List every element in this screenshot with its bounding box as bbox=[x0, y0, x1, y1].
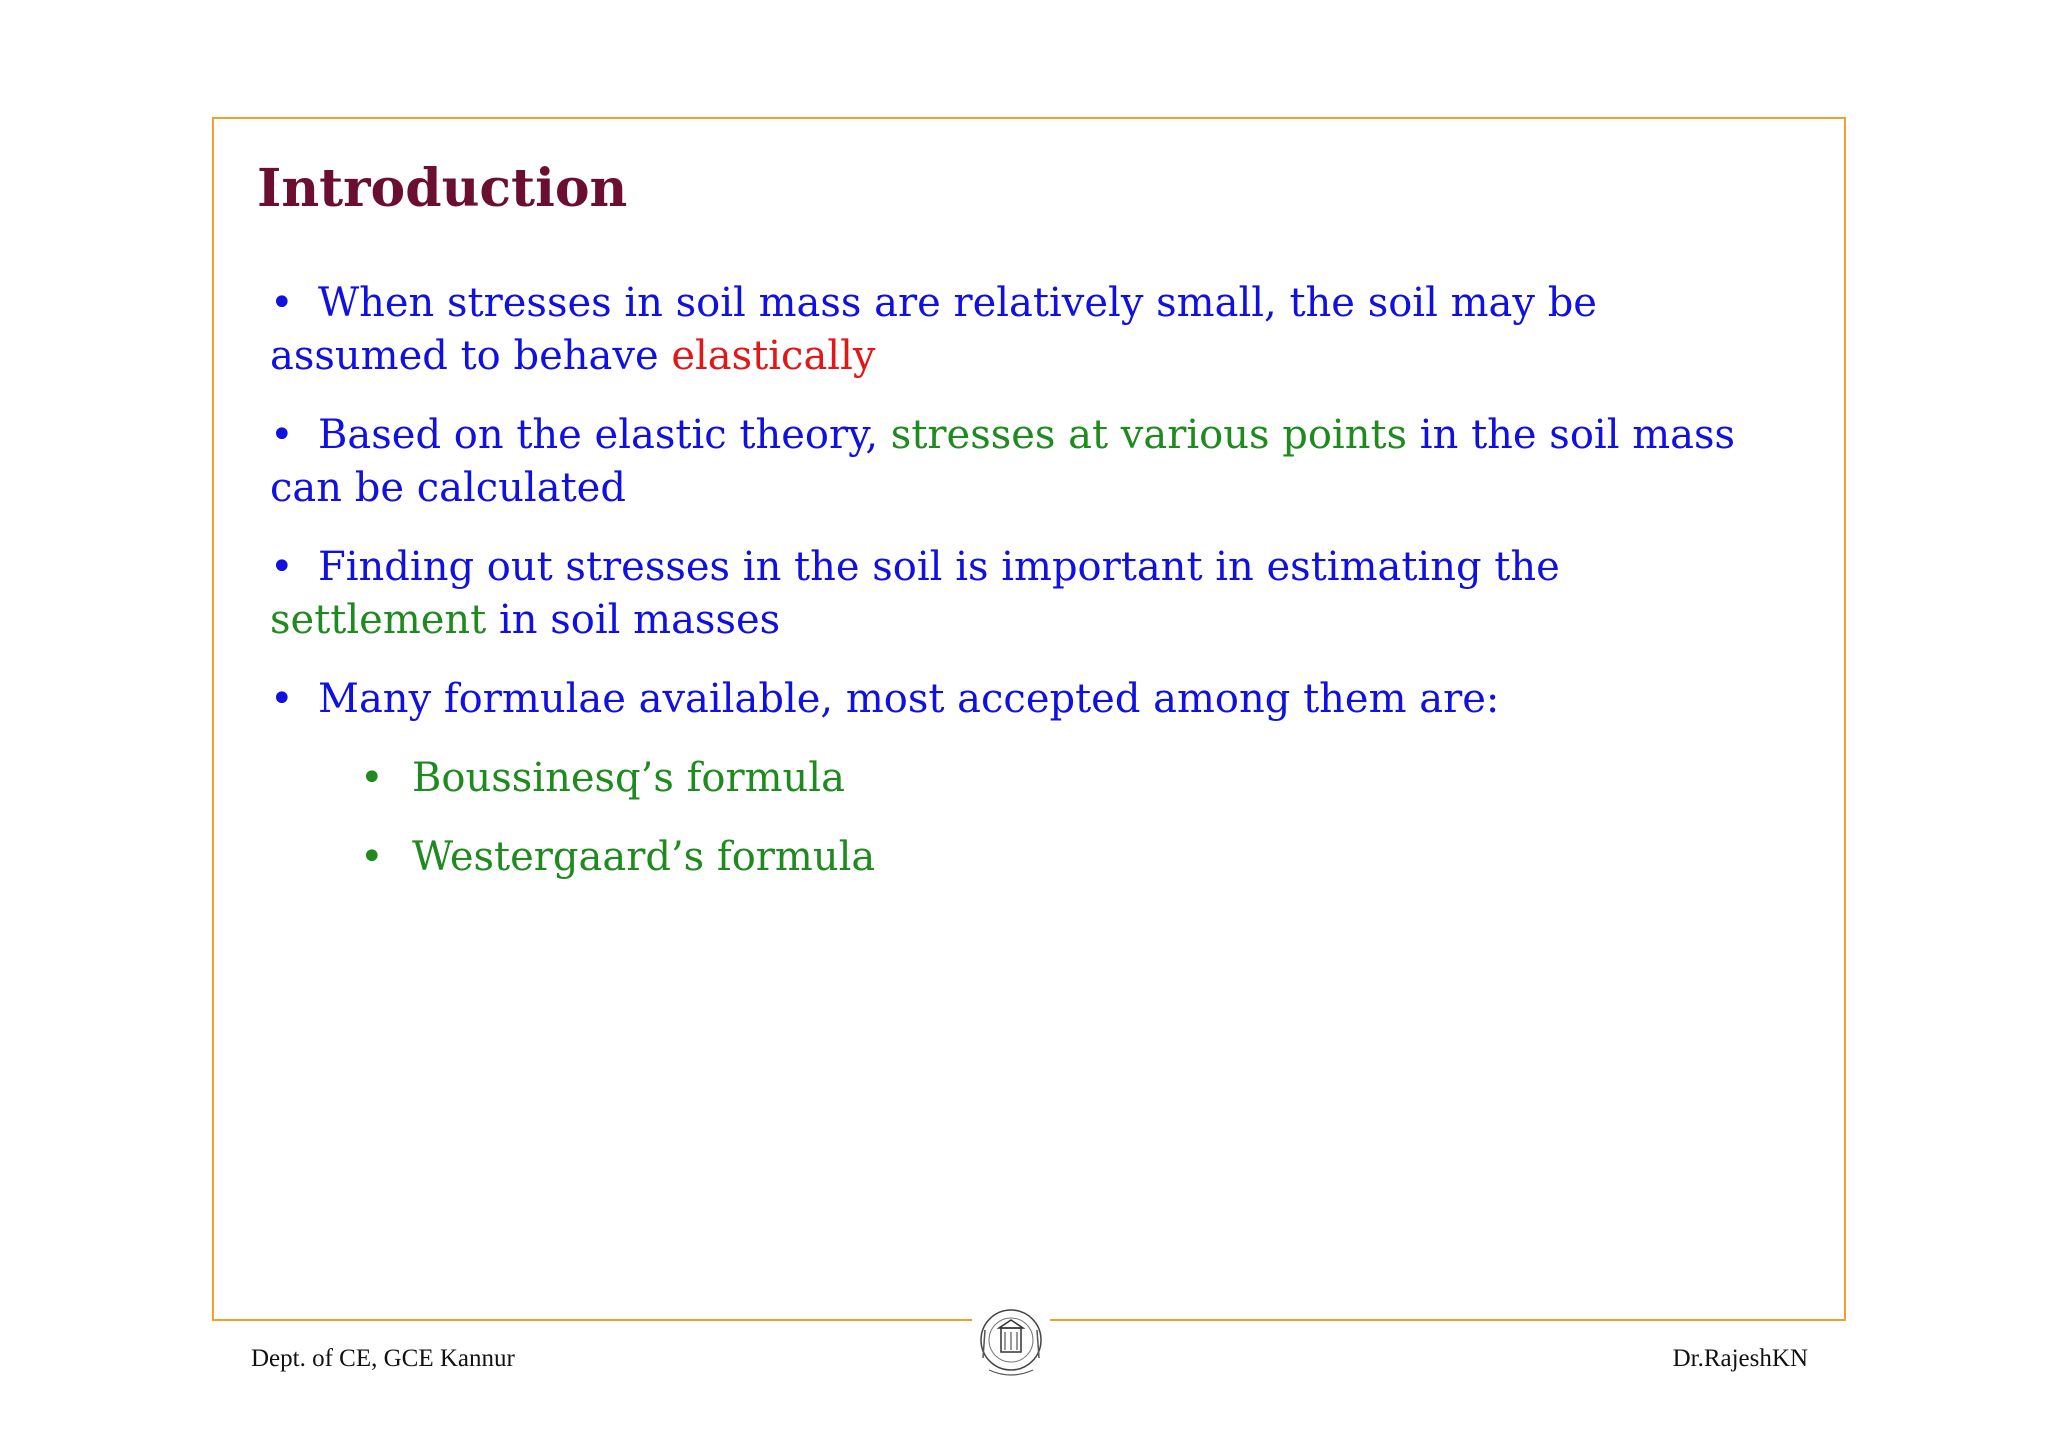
sub-bullet-dot: • bbox=[360, 755, 384, 801]
bullet-text: in soil masses bbox=[486, 597, 781, 643]
highlight-stresses: stresses at various points bbox=[890, 412, 1408, 458]
footer-author: Dr.RajeshKN bbox=[1672, 1345, 1808, 1372]
sub-bullet-item bbox=[360, 752, 875, 805]
bullet-item bbox=[270, 277, 1770, 383]
bullet-text: When stresses in soil mass are relatively small, the soil may be assumed to behave bbox=[270, 280, 1597, 379]
footer-department: Dept. of CE, GCE Kannur bbox=[251, 1345, 515, 1372]
highlight-elastically: elastically bbox=[671, 333, 876, 379]
bullet-text: Based on the elastic theory, bbox=[318, 412, 891, 458]
slide-title: Introduction bbox=[257, 158, 628, 219]
slide-frame-bottom-left bbox=[212, 1319, 972, 1321]
bullet-item bbox=[270, 409, 1770, 515]
sub-bullet-text: Boussinesq’s formula bbox=[412, 755, 845, 801]
bullet-dot: • bbox=[270, 676, 294, 722]
sub-bullet-text: Westergaard’s formula bbox=[412, 834, 876, 880]
bullet-item bbox=[270, 673, 1770, 726]
sub-bullet-item bbox=[360, 831, 875, 884]
bullet-text: Finding out stresses in the soil is important in estimating the bbox=[318, 544, 1560, 590]
college-seal-icon bbox=[975, 1300, 1047, 1384]
bullet-dot: • bbox=[270, 544, 294, 590]
bullet-text: Many formulae available, most accepted among them are: bbox=[318, 676, 1500, 722]
bullet-dot: • bbox=[270, 412, 294, 458]
highlight-settlement: settlement bbox=[270, 597, 487, 643]
sub-bullet-list bbox=[360, 752, 875, 910]
slide-frame-bottom-right bbox=[1050, 1319, 1846, 1321]
bullet-item bbox=[270, 541, 1770, 647]
sub-bullet-dot: • bbox=[360, 834, 384, 880]
bullet-text: in the soil mass can be calculated bbox=[270, 412, 1736, 511]
bullet-dot: • bbox=[270, 280, 294, 326]
bullet-list bbox=[270, 277, 1770, 752]
